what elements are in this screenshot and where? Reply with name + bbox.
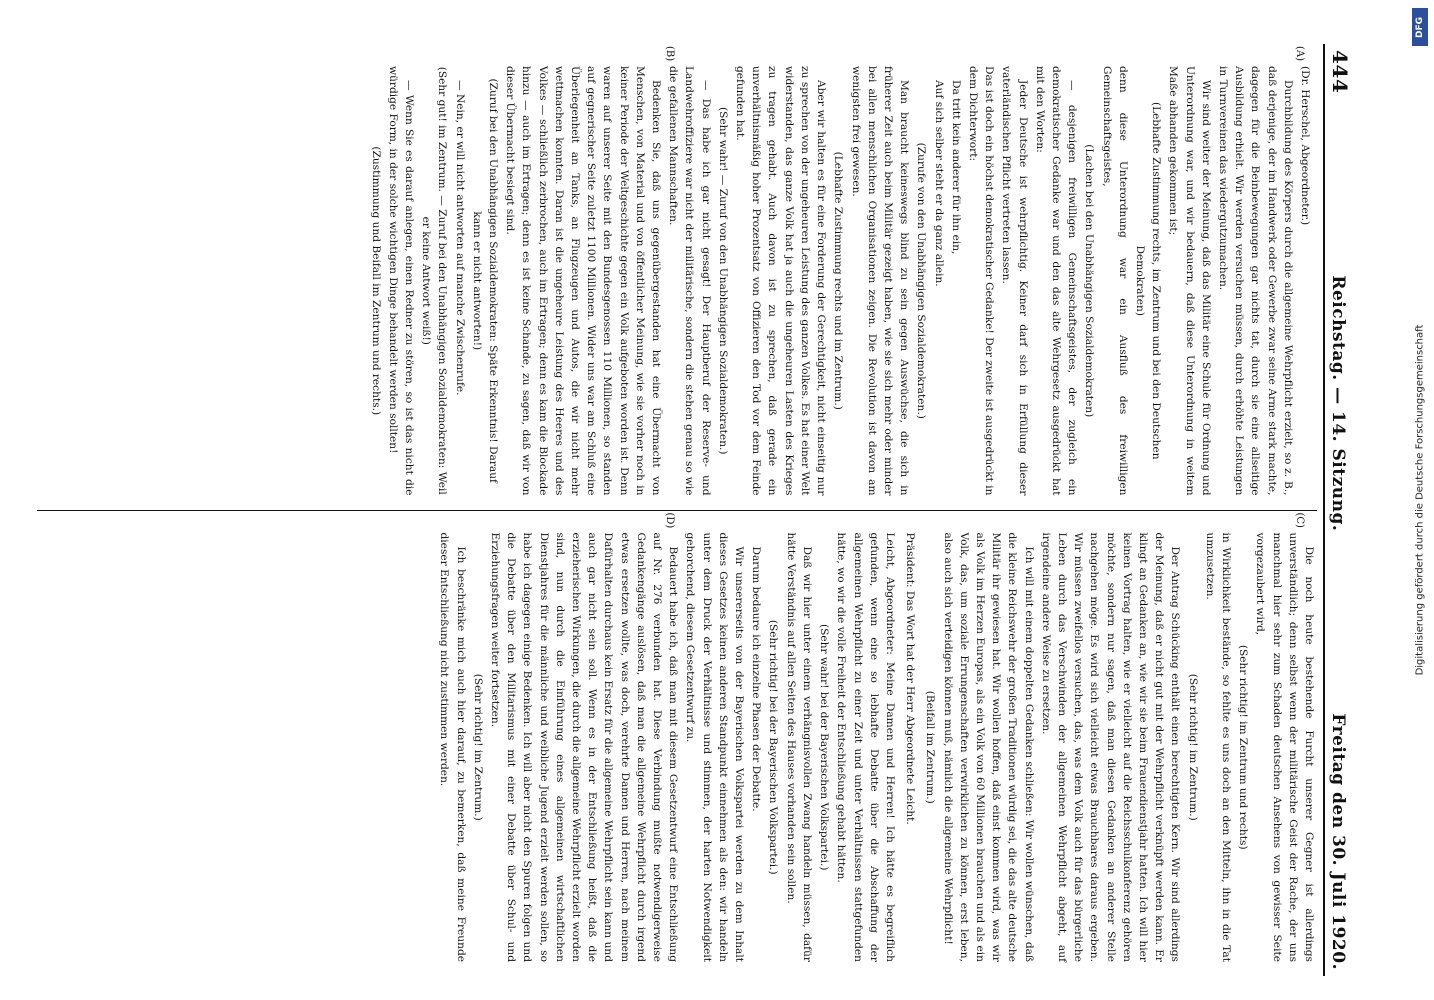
left-column: [37, 44, 1317, 510]
right-column-paragraph: Leicht, Abgeordneter: Meine Damen und Herren! Ich hätte es begreiflich gefunden, wenn eine so lebhafte Debatte über die Abschaffung der allgemeinen Wehrpflicht zu einer Zeit und unter Verhältnissen stattgefunden hätte, wo wir die volle Freiheit der Entschließung gehabt hätten.: [835, 532, 896, 962]
session-date: Freitag den 30. Juli 1920.: [1328, 713, 1348, 970]
dfg-logo: DFG: [1412, 8, 1428, 46]
right-column-paragraph: (Sehr wahr! bei der Bayerischen Volkspartei.): [818, 624, 831, 871]
left-column-paragraph: Da tritt kein anderer für ihn ein,: [949, 80, 962, 255]
left-column-paragraph: Das ist doch ein höchst demokratischer Gedanke! Der zweite ist ausgedrückt in dem Dichterwort:: [966, 66, 996, 496]
left-column-paragraph: — desjenigen freiwilligen Gemeinschaftsgeistes, der zugleich ein demokratischer Gedanke war und den das alte Wehrgesetz ausgedrückt hat mit den Worten:: [1033, 66, 1079, 496]
left-column-paragraph: (Dr. Herschel, Abgeordneter.): [1299, 66, 1311, 226]
right-column-paragraph: in Wirklichkeit bestände, so fehlte es uns doch an den Mitteln, ihn in die Tat umzusetzen.: [1203, 532, 1232, 962]
left-column-paragraph: — Wenn Sie es darauf anlegen, einen Redner zu stören, so ist das nicht die würdige Form, in der solche wichtigen Dinge behandelt werden sollten!: [386, 66, 416, 496]
left-column-paragraph: — Das habe ich gar nicht gesagt! Der Hauptberuf der Reserve- und Landwehroffiziere war nicht der militärische, sondern die stehen genau so wie die gefallenen Mannschaften.: [667, 66, 712, 496]
right-column-paragraph: (Sehr richtig! im Zentrum und rechts): [1237, 644, 1250, 850]
page-number: 444: [1328, 50, 1352, 94]
left-column-paragraph: (Lachen bei den Unabhängigen Sozialdemokraten): [1083, 144, 1096, 418]
left-column-paragraph: (Zurufe von den Unabhängigen Sozialdemokraten.): [915, 142, 928, 419]
left-column-paragraph: (Sehr wahr! — Zuruf von den Unabhängigen Sozialdemokraten.): [716, 106, 729, 455]
right-column-paragraph: Präsident: Das Wort hat der Herr Abgeordnete Leicht.: [904, 532, 917, 825]
right-column-paragraph: Ich will mit einem doppelten Gedanken schließen: Wir wollen wünschen, daß die kleine Reichswehr der großen Traditionen würdig sei, die das alte deutsche Militär ihr gewiesen hat. Wir wollen hoffen, daß einst kommen wird, was wir als Volk im Herzen Europas, als ein Volk von 60 Millionen brauchen und als ein Volk, das, um soziale Errungenschaften verwirklichen zu können, erst leben, also auch sich verteidigen können muß, nämlich die allgemeine Wehrpflicht!: [941, 532, 1035, 962]
right-column-paragraph: (Sehr richtig! bei der Bayerischen Volkspartei.): [767, 619, 780, 875]
left-column-paragraph: (Zuruf bei den Unabhängigen Sozialdemokraten: Späte Erkenntnis! Darauf kann er nicht antworten!): [470, 78, 500, 483]
right-column-paragraph: Der Antrag Schücking enthält einen berechtigten Kern. Wir sind allerdings der Meinung, daß er nicht gut mit der Wehrpflicht verknüpft werden kann. Er klingt an Gedanken an, wie wir sie beim Frauendienstjahr hatten. Ich will hier keinen Vortrag halten, wie er vielleicht auf die Reichsschulkonferenz gehören möchte, sondern nur sagen, daß man diesen Gedanken an anderer Stelle nachgehen möge. Es wird sich vielleicht etwas Brauchbares daraus ergeben. Wir müssen zweifellos versuchen, das, was dem Volk auch für das bürgerliche Leben durch das Verschwinden der allgemeinen Wehrpflicht abgeht, auf irgendeine andere Weise zu ersetzen.: [1039, 532, 1182, 962]
left-column-paragraph: (Lebhafte Zustimmung rechts und im Zentrum.): [832, 151, 845, 410]
right-column-paragraph: Die noch heute bestehende Furcht unserer Gegner ist allerdings unverständlich; denn selbst wenn der militärische Geist der Rache, der uns manchmal hier sehr zum Schaden deutschen Ansehens von gewisser Seite vorgezaubert wird,: [1254, 532, 1315, 962]
right-column-paragraph: Daß wir hier unter einem verhängnisvollen Zwang handeln müssen, dafür hätte Verständnis auf allen Seiten des Hauses vorhanden sein sollen.: [784, 532, 813, 962]
credit-text: Digitalisierung gefördert durch die Deutsche Forschungsgemeinschaft: [1414, 324, 1426, 676]
right-column: [37, 510, 1317, 977]
right-column-paragraph: (Sehr richtig! im Zentrum.): [471, 673, 484, 821]
page-header: [1323, 44, 1358, 976]
left-column-paragraph: denn diese Unterordnung war ein Ausfluß des freiwilligen Gemeinschaftsgeistes,: [1100, 66, 1129, 496]
left-column-paragraph: Wir sind weiter der Meinung, daß das Militär eine Schule für Ordnung und Unterordnung war, und wir bedauern, daß diese Unterordnung in weitem Maße abhanden gekommen ist;: [1167, 66, 1212, 496]
text-columns: [37, 44, 1317, 976]
left-column-paragraph: Aber wir halten es für eine Forderung der Gerechtigkeit, nicht einseitig nur zu sprechen von der ungeheuren Leistung des ganzen Volkes. Es hat einer Welt widerstanden, das ganze Volk hat ja auch die ungeheuren Lasten des Krieges zu tragen gehabt. Auch davon ist zu sprechen, daß gerade ein unverhältnismäßig hoher Prozentsatz von Offizieren den Tod vor dem Feinde gefunden hat.: [734, 66, 828, 496]
right-column-paragraph: Bedauert habe ich, daß man mit diesem Gesetzentwurf eine Entschließung auf Nr. 276 verbunden hat. Diese Verbindung mußte notwendigerweise Gedankengänge auslösen, daß man die allgemeine Wehrpflicht durch irgend etwas ersetzen wollte, was doch, verehrte Damen und Herren, nach meinem Dafürhalten durchaus kein Ersatz für die allgemeine Wehrpflicht sein kann und auch gar nicht sein soll. Wenn es in der Entschließung heißt, daß die erzieherischen Wirkungen, die durch die allgemeine Wehrpflicht erzielt worden sind, nun durch die Einführung eines allgemeinen wirtschaftlichen Dienstjahres für die männliche und weibliche Jugend erzielt werden sollen, so habe ich dagegen einige Bedenken. Ich will aber nicht den Spuren folgen und die Debatte über den Militarismus mit einer Debatte über Schul- und Erziehungsfragen weiter fortsetzen.: [489, 532, 680, 962]
left-column-paragraph: (Lebhafte Zustimmung rechts, im Zentrum und bei den Deutschen Demokraten): [1133, 101, 1163, 460]
left-column-paragraph: Auf sich selber steht er da ganz allein.: [932, 80, 945, 287]
left-column-paragraph: Durchbildung des Körpers durch die allgemeine Wehrpflicht erzielt, so z. B., daß derjenige, der im Handwerk oder Gewerbe zwar seine Arme stark machte, dagegen für die Beinbewegungen gar nichts tat, durch sie eine allseitige Ausbildung erhielt. Wir werden versuchen müssen, durch erhöhte Leistungen in Turnvereinen das wiedergutzumachen.: [1216, 66, 1294, 496]
left-column-paragraph: — Nein, er will nicht antworten auf manche Zwischenrufe.: [453, 80, 466, 396]
digitization-credit: [1406, 0, 1434, 1000]
left-column-paragraph: (Sehr gut! im Zentrum. — Zuruf bei den Unabhängigen Sozialdemokraten: Weil er keine Antwort weiß!): [420, 66, 449, 495]
rotated-page: [40, 40, 1358, 980]
left-column-paragraph: Bedenken Sie, daß uns gegenübergestanden hat eine Übermacht von Menschen, von Material und von öffentlicher Meinung, wie sie vorher noch in keiner Periode der Weltgeschichte gegen ein Volk aufgeboten worden ist. Denn waren auf unserer Seite mit den Bundesgenossen 110 Millionen, so standen auf gegnerischer Seite zuletzt 1100 Millionen. Wider uns war am Schluß eine Überlegenheit an Tanks, an Flugzeugen und Autos, die wir nicht mehr wettmachen konnten. Daran ist die ungeheure Leistung des Heeres und des Volkes — schließlich zerbrochen, auch im Ertragen; denn es kam die Blockade hinzu — auch im Ertragen; denn es ist keine Schande, zu sagen, daß wir von dieser Übermacht besiegt sind.: [504, 66, 663, 496]
margin-marker-d: (D): [664, 512, 675, 529]
right-column-paragraph: (Beifall im Zentrum.): [924, 690, 937, 804]
left-column-paragraph: Man braucht keineswegs blind zu sein gegen Auswüchse, die sich in früherer Zeit auch beim Militär gezeigt haben, wie sie sich mehr oder minder bei allen menschlichen Organisationen zeigen. Die Revolution ist davon am wenigsten frei gewesen.: [849, 66, 911, 496]
right-column-paragraph: Darum bedaure ich einzelne Phasen der Debatte.: [750, 546, 763, 812]
margin-marker-b: (B): [664, 46, 675, 62]
margin-marker-a: (A): [1294, 46, 1305, 62]
left-column-paragraph: Jeder Deutsche ist wehrpflichtig. Keiner darf sich in Erfüllung dieser vaterländischen Pflicht vertreten lassen.: [1000, 66, 1029, 496]
right-column-paragraph: (Sehr richtig! im Zentrum.): [1186, 673, 1199, 821]
left-column-paragraph: (Zustimmung und Beifall im Zentrum und rechts.): [369, 146, 382, 416]
margin-marker-c: (C): [1294, 512, 1305, 528]
right-column-paragraph: Ich beschränke mich auch hier darauf, zu bemerken, daß meine Freunde dieser Entschließung nicht zustimmen werden.: [438, 532, 467, 962]
right-column-paragraph: Wir unsererseits von der Bayerischen Volkspartei werden zu dem Inhalt dieses Gesetzes keinen anderen Standpunkt einnehmen als den: wir handeln unter dem Druck der Verhältnisse und stimmen, der harten Notwendigkeit gehorchend, diesem Gesetzentwurf zu.: [684, 532, 746, 962]
session-title: Reichstag. — 14. Sitzung.: [1328, 275, 1348, 532]
